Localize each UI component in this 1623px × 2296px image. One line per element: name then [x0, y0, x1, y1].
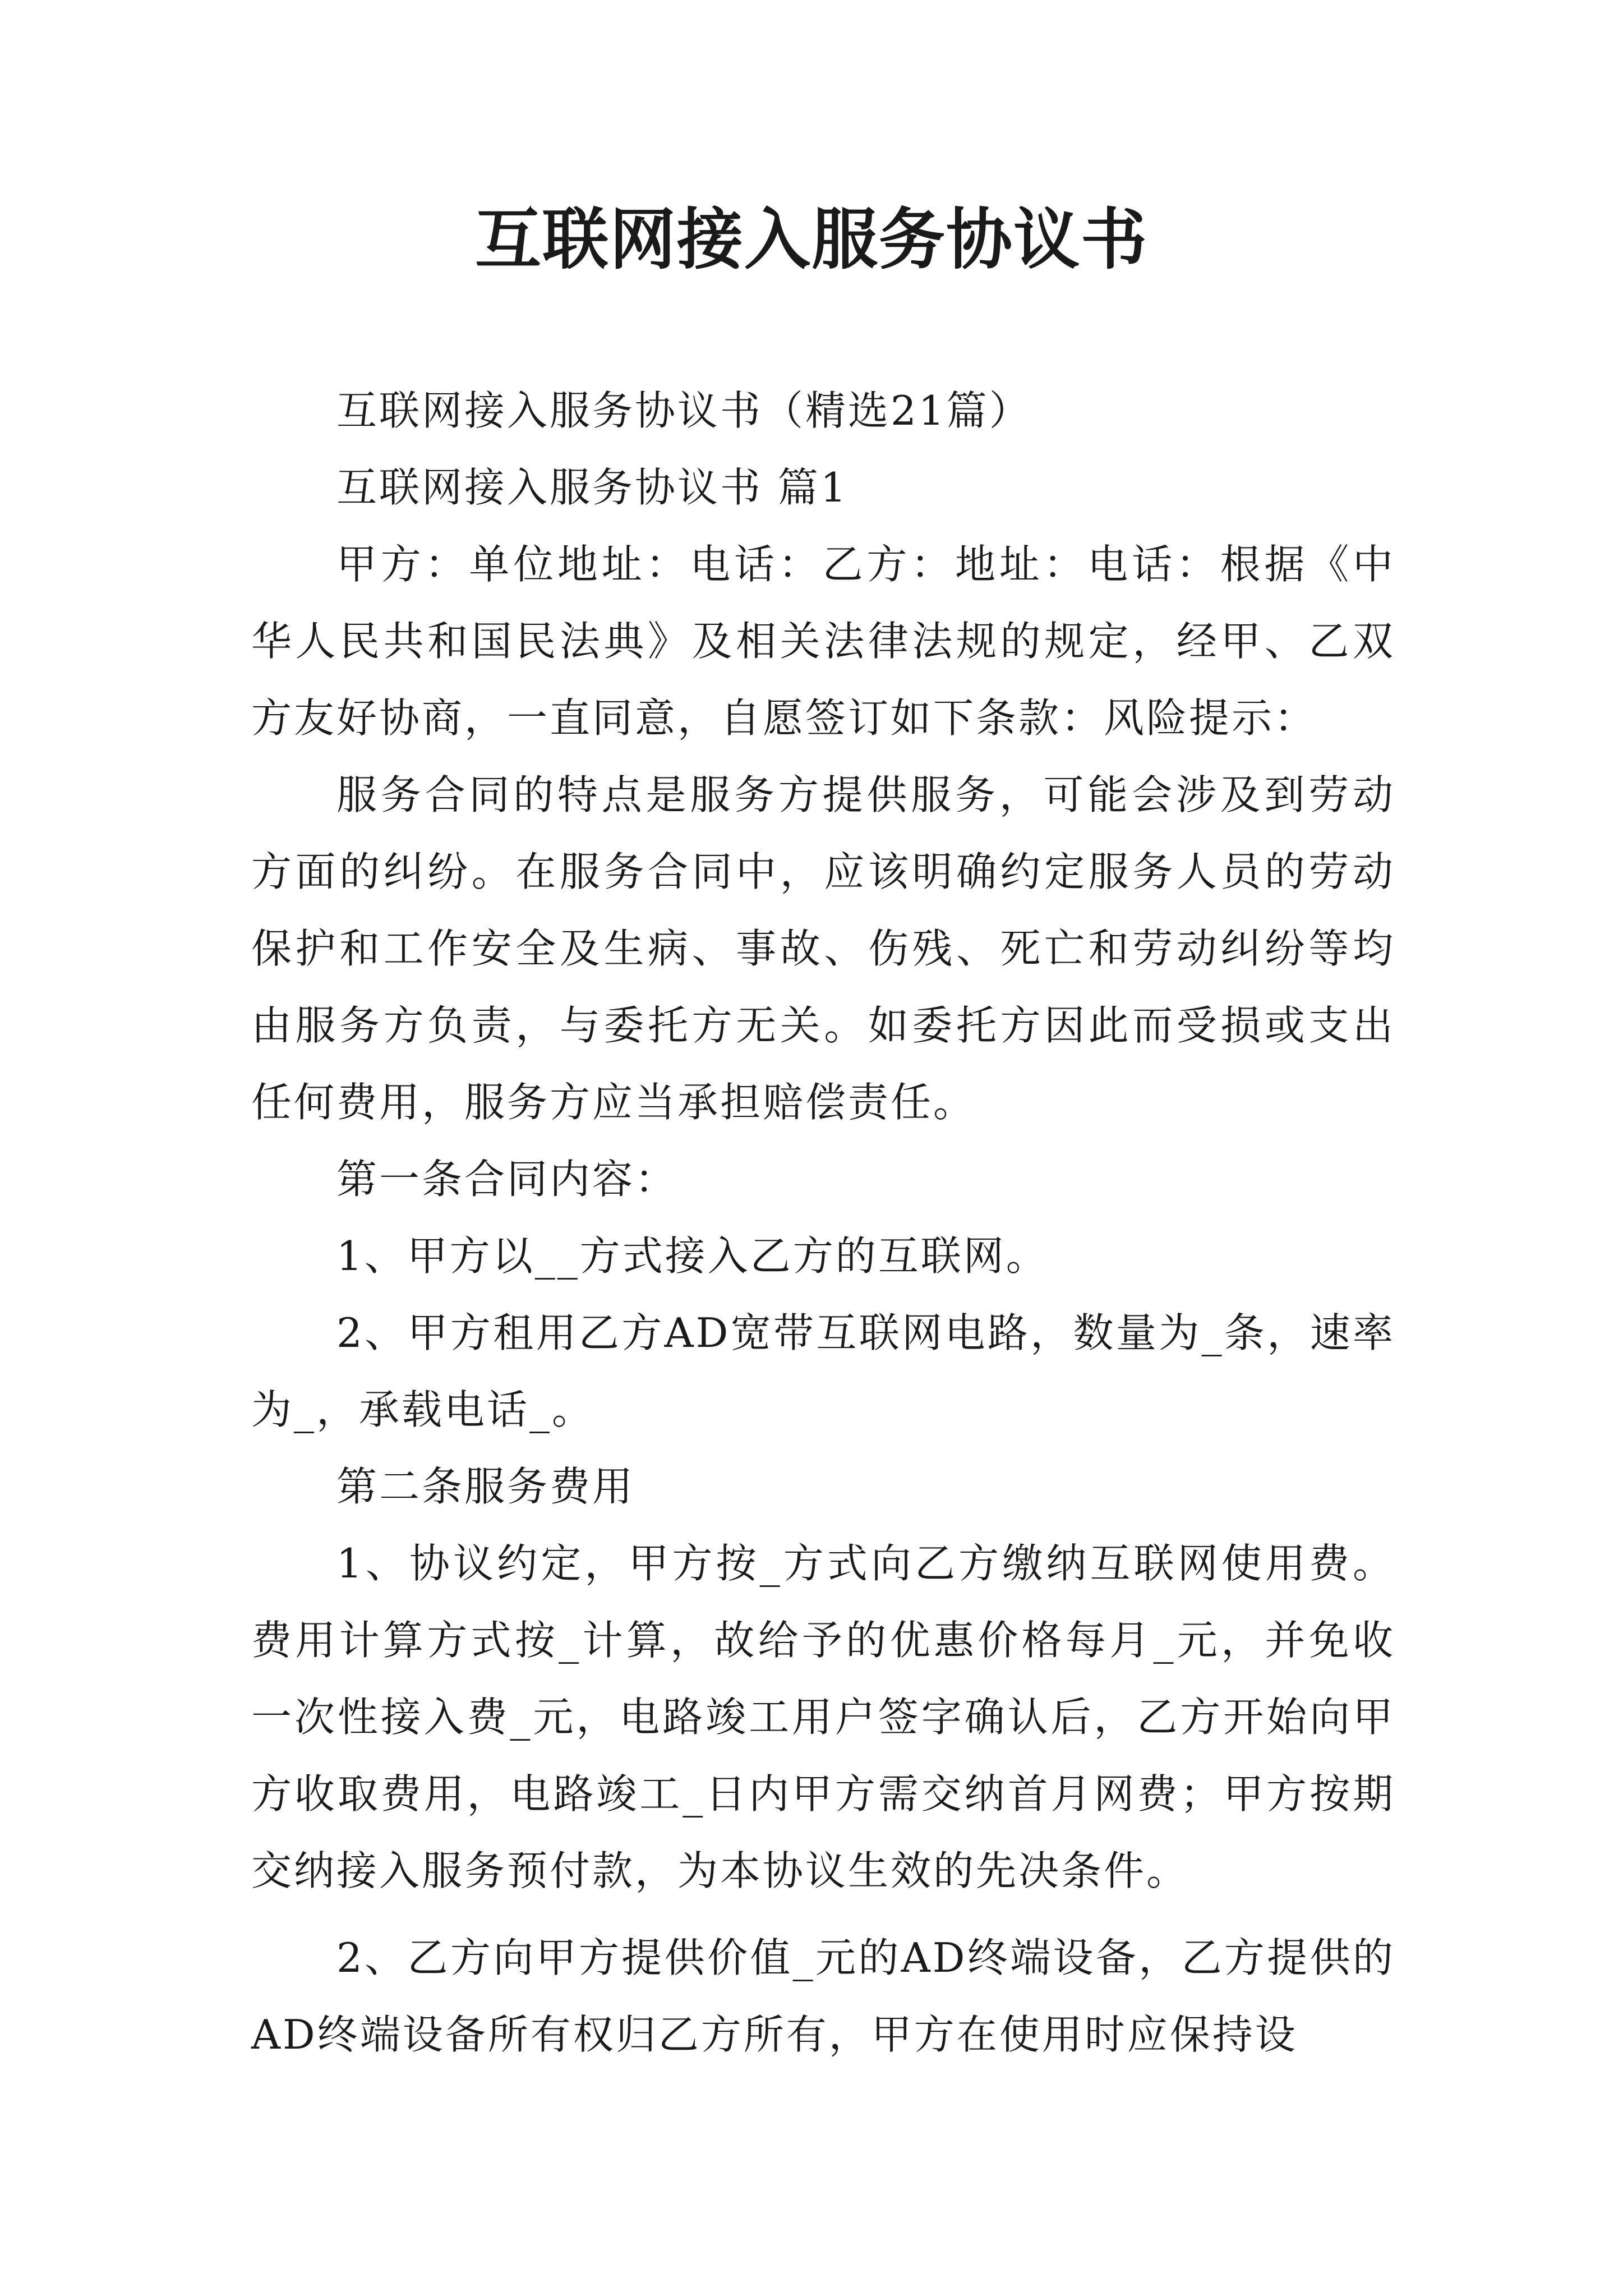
paragraph-article-2-item-1: 1、协议约定，甲方按_方式向乙方缴纳互联网使用费。费用计算方式按_计算，故给予的优惠价格每月_元，并免收一次性接入费_元，电路竣工用户签字确认后，乙方开始向甲方收取费用，电路竣工_日内甲方需交纳首月网费；甲方按期交纳接入服务预付款，为本协议生效的先决条件。	[251, 1540, 1395, 1894]
paragraph-article-2-heading: 第二条服务费用	[336, 1463, 635, 1510]
paragraph-subtitle: 互联网接入服务协议书（精选21篇）	[336, 387, 1032, 434]
paragraph-risk-note: 服务合同的特点是服务方提供服务，可能会涉及到劳动方面的纠纷。在服务合同中，应该明确约定服务人员的劳动保护和工作安全及生病、事故、伤残、死亡和劳动纠纷等均由服务方负责，与委托方无关。如委托方因此而受损或支出任何费用，服务方应当承担赔偿责任。	[251, 771, 1395, 1126]
paragraph-parties: 甲方：单位地址：电话：乙方：地址：电话：根据《中华人民共和国民法典》及相关法律法规的规定，经甲、乙双方友好协商，一直同意，自愿签订如下条款：风险提示：	[251, 541, 1395, 742]
paragraph-article-1-item-2: 2、甲方租用乙方AD宽带互联网电路，数量为_条，速率为_，承载电话_。	[251, 1309, 1395, 1433]
paragraph-article-2-item-2: 2、乙方向甲方提供价值_元的AD终端设备，乙方提供的AD终端设备所有权归乙方所有，甲方在使用时应保持设	[251, 1934, 1395, 2058]
document-title: 互联网接入服务协议书	[474, 200, 1148, 278]
paragraph-article-1-item-1: 1、甲方以__方式接入乙方的互联网。	[336, 1232, 1049, 1280]
paragraph-section-heading: 互联网接入服务协议书 篇1	[336, 464, 849, 511]
paragraph-article-1-heading: 第一条合同内容：	[336, 1156, 678, 1203]
document-body	[251, 372, 1395, 2073]
